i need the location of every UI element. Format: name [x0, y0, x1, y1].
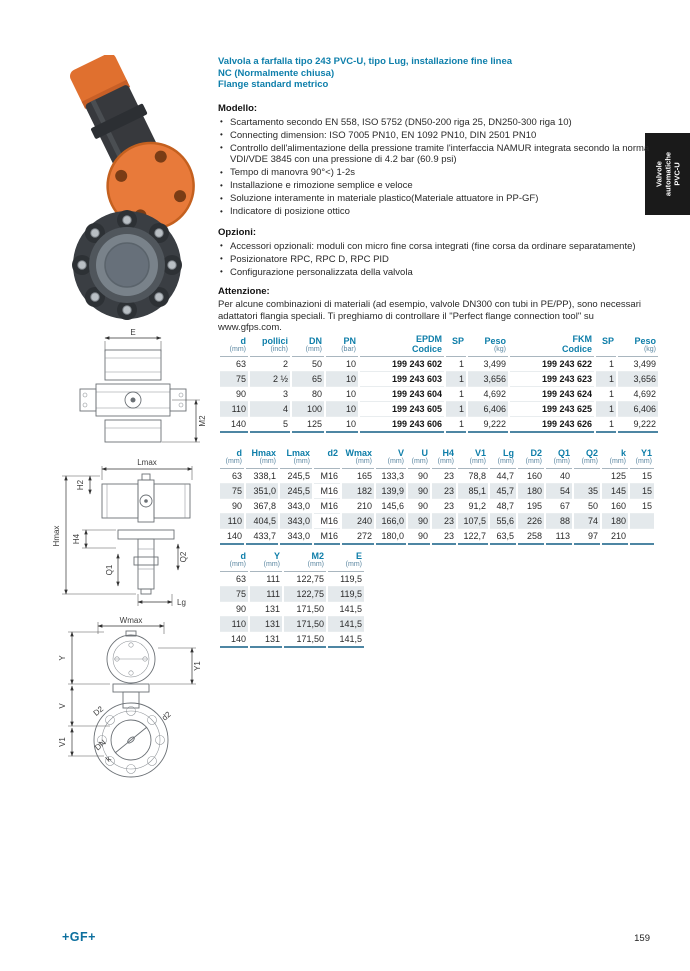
dim-label-Wmax: Wmax: [119, 616, 143, 625]
table-cell: 1: [596, 402, 616, 417]
table-cell: 85,1: [458, 484, 488, 499]
column-header: V (mm): [376, 448, 406, 469]
table-cell: 338,1: [246, 469, 278, 484]
column-header: Y1 (mm): [630, 448, 654, 469]
table-row: [220, 602, 364, 617]
table-cell: 140: [220, 529, 244, 545]
page-title: [218, 56, 660, 91]
table-row: [220, 469, 654, 484]
table-row: [220, 617, 364, 632]
table-cell: 140: [220, 417, 248, 433]
table-cell: 63: [220, 357, 248, 372]
description-column: [218, 56, 660, 334]
column-header: Q2 (mm): [574, 448, 600, 469]
column-header: Lmax (mm): [280, 448, 312, 469]
table-cell: 141,5: [328, 632, 364, 648]
table-cell: 23: [432, 514, 456, 529]
table-cell: 199 243 606: [360, 417, 444, 433]
table-cell: 351,0: [246, 484, 278, 499]
table-cell: 111: [250, 572, 282, 587]
dim-label-H4: H4: [72, 533, 81, 545]
table-cell: 180: [602, 514, 628, 529]
dim-label-D2: D2: [91, 704, 106, 718]
column-header: Q1 (mm): [546, 448, 572, 469]
table-cell: M16: [314, 499, 340, 514]
table-cell: 199 243 604: [360, 387, 444, 402]
column-header: Peso (kg): [618, 334, 658, 357]
column-header: d2: [314, 448, 340, 469]
table-cell: 145,6: [376, 499, 406, 514]
table-cell: 199 243 623: [510, 372, 594, 387]
dim-label-H2: H2: [76, 479, 85, 491]
table-cell: 10: [326, 387, 358, 402]
table-cell: 50: [292, 357, 324, 372]
dim-label-d2: d2: [160, 709, 173, 723]
table-cell: 3,499: [618, 357, 658, 372]
table-cell: 226: [518, 514, 544, 529]
table-cell: 74: [574, 514, 600, 529]
table-cell: 48,7: [490, 499, 516, 514]
table-cell: 4: [250, 402, 290, 417]
table-cell: 122,75: [284, 587, 326, 602]
table-cell: 91,2: [458, 499, 488, 514]
table-cell: 10: [326, 357, 358, 372]
table-cell: 180,0: [376, 529, 406, 545]
side-tab-line: automatiche: [663, 151, 672, 197]
table-cell: 125: [292, 417, 324, 433]
table-cell: 10: [326, 402, 358, 417]
dim-label-Lmax: Lmax: [137, 458, 157, 467]
modello-bullet-list: [218, 117, 660, 218]
table-cell: 100: [292, 402, 324, 417]
table-cell: 2: [250, 357, 290, 372]
table-cell: 367,8: [246, 499, 278, 514]
table-cell: 199 243 602: [360, 357, 444, 372]
table-cell: 171,50: [284, 602, 326, 617]
table-row: [220, 587, 364, 602]
table-cell: 6,406: [468, 402, 508, 417]
dim-label-Lg: Lg: [177, 598, 186, 607]
table-cell: 433,7: [246, 529, 278, 545]
column-header: D2 (mm): [518, 448, 544, 469]
table-cell: 54: [546, 484, 572, 499]
column-header: k (mm): [602, 448, 628, 469]
table-cell: 67: [546, 499, 572, 514]
table-cell: 160: [602, 499, 628, 514]
table-cell: 10: [326, 372, 358, 387]
table-cell: 145: [602, 484, 628, 499]
table-row: [220, 417, 658, 433]
table-cell: 90: [220, 602, 248, 617]
bullet-item: • Connecting dimension: ISO 7005 PN10, EN 1092 PN10, DIN 2501 PN10: [218, 130, 660, 142]
column-header: Y (mm): [250, 551, 282, 572]
valve-body: [72, 210, 182, 320]
title-line-1: Valvola a farfalla tipo 243 PVC-U, tipo Lug, installazione fine linea: [218, 56, 513, 67]
bullet-item: • Accessori opzionali: moduli con micro fine corsa integrati (fine corsa da ordinare separatamente): [218, 241, 660, 253]
table-cell: 165: [342, 469, 374, 484]
dim-label-M2: M2: [198, 415, 207, 427]
table-row: [220, 387, 658, 402]
table-cell: 343,0: [280, 514, 312, 529]
column-header: V1 (mm): [458, 448, 488, 469]
attenzione-paragraph: Per alcune combinazioni di materiali (ad esempio, valvole DN300 con tubi in PE/PP), sono necessari adattatori flangia speciali. Ti preghiamo di controllare il "Perfect flange connection tool" su www.gfps.com.: [218, 299, 641, 333]
column-header: SP: [596, 334, 616, 357]
drawing-flange-view: [44, 614, 216, 790]
column-header: PN (bar): [326, 334, 358, 357]
table-cell: M16: [314, 469, 340, 484]
table-cell: 110: [220, 514, 244, 529]
table-cell: 9,222: [468, 417, 508, 433]
column-header: d (mm): [220, 448, 244, 469]
table-cell: 44,7: [490, 469, 516, 484]
dimensions-table: [218, 448, 656, 545]
column-header: Lg (mm): [490, 448, 516, 469]
side-tab-line: Valvole: [654, 161, 663, 187]
table-cell: M16: [314, 529, 340, 545]
table-cell: 210: [342, 499, 374, 514]
table-cell: 90: [220, 387, 248, 402]
table-cell: 40: [546, 469, 572, 484]
table-cell: 1: [446, 372, 466, 387]
title-line-2: NC (Normalmente chiusa): [218, 67, 335, 79]
drawing-front-view: [44, 448, 216, 616]
table-cell: 199 243 622: [510, 357, 594, 372]
table-cell: 2 ½: [250, 372, 290, 387]
table-cell: 90: [408, 514, 430, 529]
table-cell: 63: [220, 469, 244, 484]
table-cell: 1: [446, 357, 466, 372]
column-header: SP: [446, 334, 466, 357]
codes-table: [218, 334, 660, 433]
table-cell: 141,5: [328, 602, 364, 617]
table-cell: 1: [596, 387, 616, 402]
opzioni-bullet-list: [218, 241, 660, 279]
table-cell: 119,5: [328, 587, 364, 602]
table-cell: [630, 529, 654, 545]
table-row: [220, 572, 364, 587]
table-cell: 90: [408, 529, 430, 545]
table-cell: 6,406: [618, 402, 658, 417]
table-cell: 182: [342, 484, 374, 499]
table-cell: 171,50: [284, 617, 326, 632]
table-cell: 119,5: [328, 572, 364, 587]
table-cell: 9,222: [618, 417, 658, 433]
table-cell: M16: [314, 514, 340, 529]
table-cell: 1: [446, 387, 466, 402]
table-cell: 131: [250, 617, 282, 632]
drawing-top-view: [58, 326, 210, 446]
table-cell: 1: [596, 372, 616, 387]
table-cell: 258: [518, 529, 544, 545]
dim-label-k: k: [103, 754, 113, 764]
page-number: 159: [634, 933, 650, 944]
bullet-item: • Posizionatore RPC, RPC D, RPC PID: [218, 254, 660, 266]
section-label-opzioni: Opzioni:: [218, 226, 256, 238]
dim-label-Hmax: Hmax: [52, 525, 61, 547]
table-cell: 5: [250, 417, 290, 433]
table-cell: 63,5: [490, 529, 516, 545]
table-cell: 4,692: [618, 387, 658, 402]
table-cell: 80: [292, 387, 324, 402]
table-cell: 97: [574, 529, 600, 545]
bullet-item: • Configurazione personalizzata della valvola: [218, 267, 660, 279]
gf-logo: +GF+: [62, 930, 96, 944]
table-cell: 23: [432, 484, 456, 499]
table-row: [220, 357, 658, 372]
table-cell: 199 243 625: [510, 402, 594, 417]
column-header: d (mm): [220, 551, 248, 572]
table-cell: 111: [250, 587, 282, 602]
table-cell: 133,3: [376, 469, 406, 484]
table-cell: 1: [596, 417, 616, 433]
column-header: E (mm): [328, 551, 364, 572]
table-cell: 90: [220, 499, 244, 514]
table-cell: [630, 514, 654, 529]
table-cell: 245,5: [280, 469, 312, 484]
table-cell: 140: [220, 632, 248, 648]
table-cell: [574, 469, 600, 484]
column-header: M2 (mm): [284, 551, 326, 572]
table-row: [220, 484, 654, 499]
table-cell: 199 243 626: [510, 417, 594, 433]
table-cell: 15: [630, 484, 654, 499]
butterfly-valve-photo: [42, 55, 217, 320]
table-cell: 35: [574, 484, 600, 499]
table-cell: 3: [250, 387, 290, 402]
table-cell: 3,656: [618, 372, 658, 387]
table-cell: 10: [326, 417, 358, 433]
bullet-item: • Installazione e rimozione semplice e veloce: [218, 180, 660, 192]
dim-label-Y: Y: [58, 655, 67, 661]
table-row: [220, 499, 654, 514]
table-cell: 199 243 603: [360, 372, 444, 387]
table-cell: 3,656: [468, 372, 508, 387]
table-cell: 210: [602, 529, 628, 545]
table-cell: 404,5: [246, 514, 278, 529]
table-cell: 90: [408, 469, 430, 484]
table-cell: 75: [220, 587, 248, 602]
table-cell: 125: [602, 469, 628, 484]
table-cell: 63: [220, 572, 248, 587]
dim-label-E: E: [130, 328, 136, 337]
table-cell: 23: [432, 529, 456, 545]
table-cell: 180: [518, 484, 544, 499]
product-photo: [42, 55, 217, 325]
table-cell: 90: [408, 499, 430, 514]
table-cell: 55,6: [490, 514, 516, 529]
column-header: d (mm): [220, 334, 248, 357]
table-cell: 122,75: [284, 572, 326, 587]
table-cell: 15: [630, 469, 654, 484]
table-row: [220, 372, 658, 387]
column-header: H4 (mm): [432, 448, 456, 469]
table-cell: 199 243 624: [510, 387, 594, 402]
dim-label-Y1: Y1: [193, 661, 202, 671]
table-cell: 110: [220, 402, 248, 417]
table-cell: 171,50: [284, 632, 326, 648]
table-cell: 131: [250, 632, 282, 648]
table-cell: 23: [432, 469, 456, 484]
bullet-item: • Scartamento secondo EN 558, ISO 5752 (DN50-200 riga 25, DN250-300 riga 10): [218, 117, 660, 129]
column-header: Peso (kg): [468, 334, 508, 357]
table-cell: 1: [446, 417, 466, 433]
dim-label-Q1: Q1: [105, 564, 114, 576]
section-label-modello: Modello:: [218, 102, 258, 114]
dim-label-V1: V1: [58, 737, 67, 747]
table-cell: 45,7: [490, 484, 516, 499]
table-cell: 343,0: [280, 499, 312, 514]
table-cell: 75: [220, 372, 248, 387]
side-tab-line: PVC-U: [672, 162, 681, 186]
column-header: U (mm): [408, 448, 430, 469]
column-header: FKM Codice: [510, 334, 594, 357]
dimensions2-table: [218, 551, 366, 648]
table-cell: 78,8: [458, 469, 488, 484]
table-cell: 113: [546, 529, 572, 545]
table-cell: 65: [292, 372, 324, 387]
table-cell: 88: [546, 514, 572, 529]
section-label-attenzione: Attenzione:: [218, 286, 270, 297]
bullet-item: • Controllo dell'alimentazione della pressione tramite l'interfaccia NAMUR integrata secondo la norma VDI/VDE 3845 con una pressione di 4.2 bar (60.9 psi): [218, 143, 660, 166]
column-header: Wmax (mm): [342, 448, 374, 469]
table-cell: 160: [518, 469, 544, 484]
table-row: [220, 402, 658, 417]
table-cell: 122,7: [458, 529, 488, 545]
table-cell: 166,0: [376, 514, 406, 529]
table-cell: M16: [314, 484, 340, 499]
bullet-item: • Tempo di manovra 90°<) 1-2s: [218, 167, 660, 179]
table-cell: 1: [446, 402, 466, 417]
table-row: [220, 529, 654, 545]
dim-label-DN: DN: [93, 737, 108, 753]
table-cell: 1: [596, 357, 616, 372]
table-row: [220, 514, 654, 529]
table-cell: 4,692: [468, 387, 508, 402]
title-line-3: Flange standard metrico: [218, 79, 329, 90]
table-cell: 199 243 605: [360, 402, 444, 417]
column-header: Hmax (mm): [246, 448, 278, 469]
table-cell: 110: [220, 617, 248, 632]
bullet-item: • Soluzione interamente in materiale plastico(Materiale attuatore in PP-GF): [218, 193, 660, 205]
table-row: [220, 632, 364, 648]
table-cell: 139,9: [376, 484, 406, 499]
table-cell: 245,5: [280, 484, 312, 499]
table-cell: 15: [630, 499, 654, 514]
table-cell: 195: [518, 499, 544, 514]
table-cell: 343,0: [280, 529, 312, 545]
table-cell: 272: [342, 529, 374, 545]
table-cell: 90: [408, 484, 430, 499]
table-cell: 107,5: [458, 514, 488, 529]
table-cell: 141,5: [328, 617, 364, 632]
bullet-item: • Indicatore di posizione ottico: [218, 206, 660, 218]
table-cell: 3,499: [468, 357, 508, 372]
table-cell: 50: [574, 499, 600, 514]
table-cell: 75: [220, 484, 244, 499]
table-cell: 131: [250, 602, 282, 617]
column-header: pollici (inch): [250, 334, 290, 357]
column-header: EPDM Codice: [360, 334, 444, 357]
column-header: DN (mm): [292, 334, 324, 357]
dim-label-Q2: Q2: [179, 551, 188, 563]
table-cell: 240: [342, 514, 374, 529]
table-cell: 23: [432, 499, 456, 514]
dim-label-V: V: [58, 703, 67, 709]
